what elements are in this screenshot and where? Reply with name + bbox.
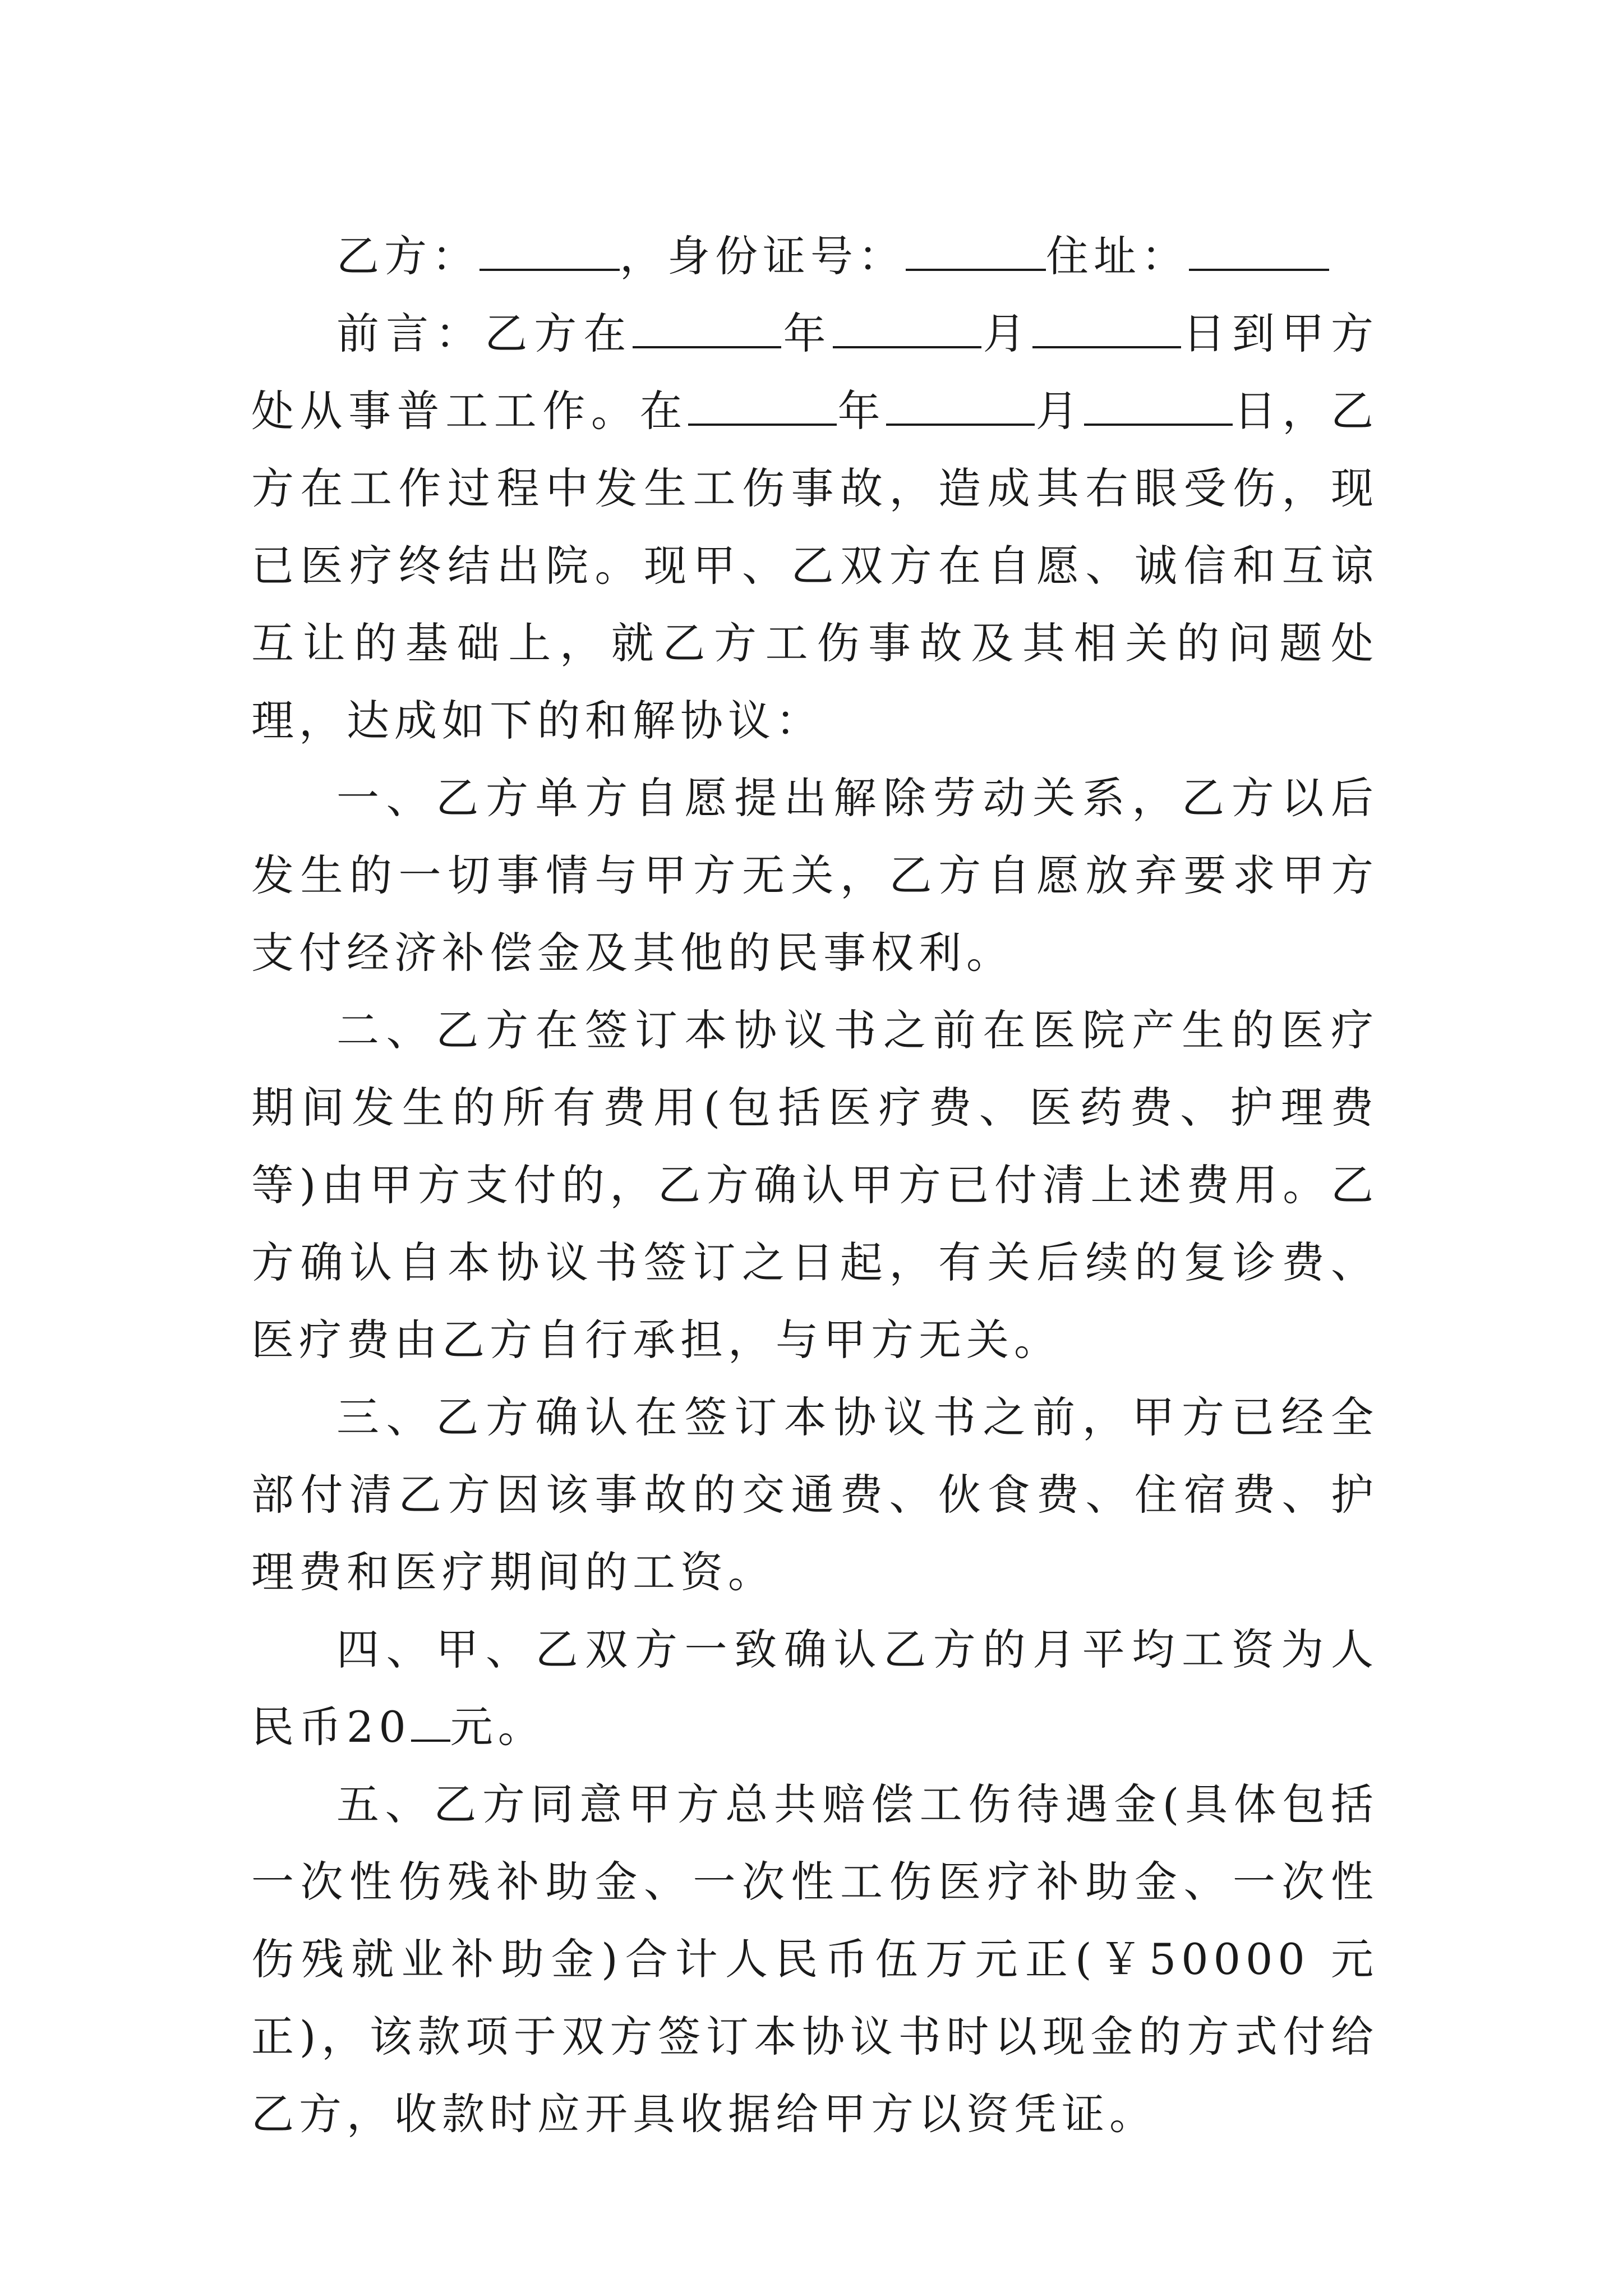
id-number-blank [906, 232, 1046, 271]
accident-year-blank [688, 386, 837, 426]
address-blank [1189, 232, 1329, 271]
clause-4-unit: 元。 [450, 1702, 546, 1752]
monthly-wage-value: 20 [347, 1702, 411, 1752]
clause-3: 三、乙方确认在签订本协议书之前，甲方已经全部付清乙方因该事故的交通费、伙食费、住宿费、护理费和医疗期间的工资。 [251, 1392, 1378, 1597]
clause-5: 五、乙方同意甲方总共赔偿工伤待遇金(具体包括一次性伤残补助金、一次性工伤医疗补助金、一次性伤残就业补助金)合计人民币伍万元正(￥50000 元正)，该款项于双方签订本协议书时以现金的方式付给乙方，收款时应开具收据给甲方以资凭证。 [251, 1779, 1378, 2139]
accident-day-blank [1084, 386, 1233, 426]
clause-4 [251, 1611, 1378, 1766]
month-label: 月 [981, 309, 1032, 358]
clause-1: 一、乙方单方自愿提出解除劳动关系，乙方以后发生的一切事情与甲方无关，乙方自愿放弃要求甲方支付经济补偿金及其他的民事权利。 [251, 773, 1378, 978]
start-month-blank [833, 309, 981, 348]
document-page [251, 218, 1378, 2153]
party-b-name-blank [479, 232, 620, 271]
clause-4-text: 四、甲、乙双方一致确认乙方的月平均工资为人民币 [251, 1625, 1378, 1752]
year-label: 年 [781, 309, 833, 358]
preface-text-3: 日，乙方在工作过程中发生工伤事故，造成其右眼受伤，现已医疗终结出院。现甲、乙双方在自愿、诚信和互谅互让的基础上，就乙方工伤事故及其相关的问题处理，达成如下的和解协议： [251, 386, 1378, 746]
start-year-blank [633, 309, 781, 348]
party-b-info [251, 218, 1378, 295]
party-b-label: 乙方： [336, 231, 479, 281]
clause-2: 二、乙方在签订本协议书之前在医院产生的医疗期间发生的所有费用(包括医疗费、医药费、护理费等)由甲方支付的，乙方确认甲方已付清上述费用。乙方确认自本协议书签订之日起，有关后续的复诊费、医疗费由乙方自行承担，与甲方无关。 [251, 1005, 1378, 1365]
start-day-blank [1032, 309, 1181, 348]
month-label-2: 月 [1035, 386, 1085, 436]
monthly-wage-blank [411, 1703, 450, 1742]
preface-paragraph [251, 295, 1378, 760]
year-label-2: 年 [837, 386, 887, 436]
preface-text-1: 前言：乙方在 [336, 309, 633, 358]
address-label: 住址： [1046, 231, 1189, 281]
preface-text-2: 日到甲方处从事普工工作。在 [251, 309, 1379, 436]
id-number-label: ，身份证号： [620, 231, 906, 281]
accident-month-blank [886, 386, 1035, 426]
